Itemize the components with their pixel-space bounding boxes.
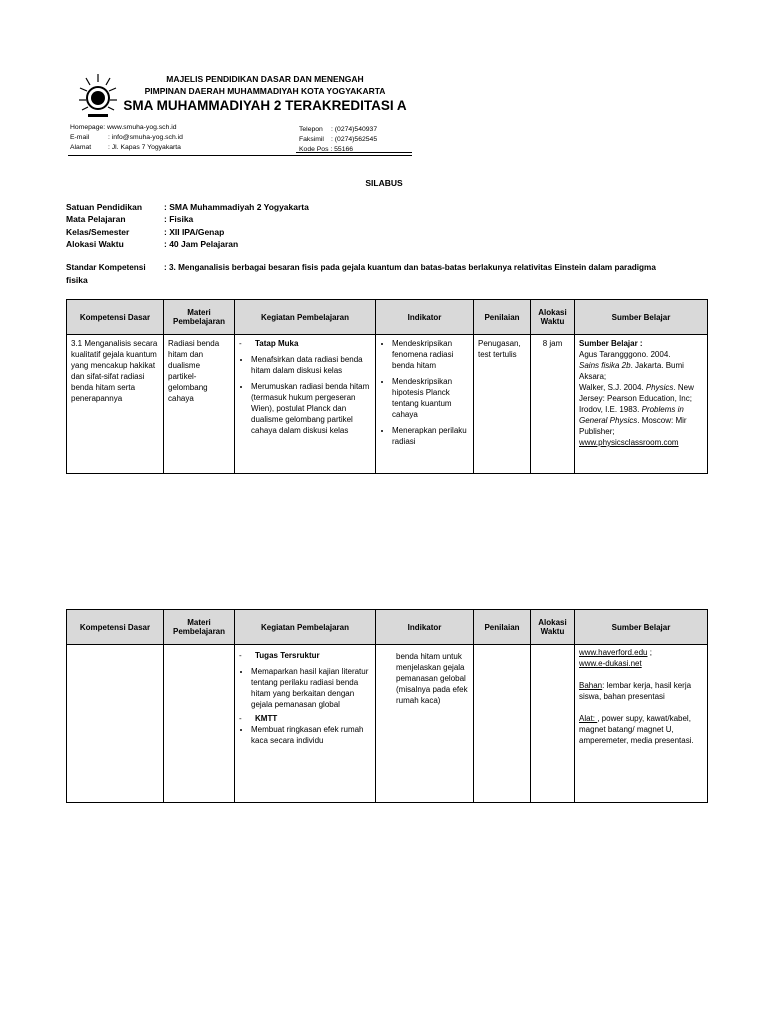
sumber-ref: Agus Tarangggono. 2004. — [579, 350, 671, 359]
sumber-ref-rest: . Jakarta. Bumi Aksara; — [579, 361, 684, 381]
sumber-ref — [579, 382, 703, 404]
standar-kompetensi — [66, 262, 726, 287]
e-dukasi-link[interactable]: www.e-dukasi.net — [579, 659, 642, 668]
col-header: Materi Pembelajaran — [164, 300, 235, 335]
meta-row — [66, 201, 309, 213]
col-header: Kegiatan Pembelajaran — [235, 300, 376, 335]
meta-label: Mata Pelajaran — [66, 214, 126, 225]
col-header: Kompetensi Dasar — [67, 300, 164, 335]
header-line-2: PIMPINAN DAERAH MUHAMMADIYAH KOTA YOGYAKARTA — [144, 86, 386, 96]
faksimil-value: : (0274)562545 — [331, 136, 378, 143]
header-rule-thin — [296, 152, 412, 153]
document-title: SILABUS — [365, 178, 403, 188]
indikator-cell: benda hitam untuk menjelaskan gejala pemanasan gelobal (misalnya pada efek rumah kaca) — [376, 645, 474, 803]
kegiatan-heading: - KMTT — [239, 713, 371, 724]
alat-label: Alat: — [579, 714, 598, 723]
sumber-ref — [579, 360, 703, 382]
haverford-link[interactable]: www.haverford.edu — [579, 648, 648, 657]
meta-value: : Fisika — [164, 214, 194, 225]
col-header: Materi Pembelajaran — [164, 610, 235, 645]
sumber-ref-author: Walker, S.J. 2004. — [579, 383, 646, 392]
standar-label: Standar Kompetensi — [66, 263, 146, 272]
alokasi-cell — [531, 645, 575, 803]
link-separator: ; — [647, 648, 652, 657]
sumber-ref-title: Physics — [645, 383, 674, 392]
sumber-ref-title: Problems in General Physics — [579, 405, 684, 425]
telepon-label: Telepon — [299, 126, 323, 133]
physicsclassroom-link[interactable]: www.physicsclassroom.com — [579, 438, 679, 447]
meta-label: Alokasi Waktu — [66, 239, 124, 250]
meta-block — [66, 201, 309, 251]
list-item: • Merumuskan radiasi benda hitam (termasuk hukum pergeseran Wien), postulat Planck dan dualisme gelombang partikel cahaya dalam diskusi kelas — [251, 381, 371, 436]
alamat-label: Alamat — [70, 144, 92, 151]
telepon-value: : (0274)540937 — [331, 126, 378, 133]
sumber-ref-rest: . Moscow: Mir Publisher; — [579, 416, 687, 436]
standar-cont: fisika — [66, 275, 88, 286]
penilaian-cell — [474, 645, 531, 803]
col-header: Penilaian — [474, 610, 531, 645]
list-item: • Memaparkan hasil kajian literatur tentang perilaku radiasi benda hitam yang berkaitan dengan gejala pemanasan global — [251, 666, 371, 710]
table-row — [67, 335, 708, 474]
kegiatan-cell — [235, 335, 376, 474]
meta-row — [66, 213, 309, 225]
homepage: Homepage: www.smuha-yog.sch.id — [70, 124, 177, 131]
col-header: Indikator — [376, 300, 474, 335]
kompetensi-dasar-cell: 3.1 Menganalisis secara kualitatif gejala kuantum yang mencakup hakikat dan sifat-sifat radiasi benda hitam serta penerapannya — [67, 335, 164, 474]
col-header: Sumber Belajar — [575, 300, 708, 335]
kegiatan-heading: - Tatap Muka — [239, 338, 371, 349]
meta-row — [66, 238, 309, 250]
meta-value: : XII IPA/Genap — [164, 226, 225, 237]
col-header: Alokasi Waktu — [531, 300, 575, 335]
faksimil-label: Faksimil — [299, 136, 324, 143]
meta-value: : SMA Muhammadiyah 2 Yogyakarta — [164, 202, 309, 212]
sumber-ref — [579, 404, 703, 437]
list-item: • Mendeskripsikan hipotesis Planck tentang kuantum cahaya — [392, 376, 469, 420]
indikator-cell — [376, 335, 474, 474]
meta-label: Satuan Pendidikan — [66, 202, 143, 212]
meta-row — [66, 226, 309, 238]
kegiatan-cell — [235, 645, 376, 803]
school-name: SMA MUHAMMADIYAH 2 TERAKREDITASI A — [123, 98, 407, 113]
materi-cell: Radiasi benda hitam dan dualisme partikel-gelombang cahaya — [164, 335, 235, 474]
materi-cell — [164, 645, 235, 803]
sumber-cell — [575, 645, 708, 803]
table-header-row — [67, 610, 708, 645]
header-rule — [68, 155, 412, 156]
school-logo-icon — [76, 70, 120, 122]
silabus-table-1 — [66, 299, 708, 474]
sumber-heading: Sumber Belajar — [579, 339, 638, 348]
meta-label: Kelas/Semester — [66, 226, 130, 237]
table-row — [67, 645, 708, 803]
sumber-ref-rest: . New Jersey: Pearson Education, Inc; — [579, 383, 694, 403]
standar-value: : 3. Menganalisis berbagai besaran fisis pada gejala kuantum dan batas-batas berlakunya relativitas Einstein dalam paradigma — [164, 263, 656, 272]
col-header: Alokasi Waktu — [531, 610, 575, 645]
meta-value: : 40 Jam Pelajaran — [164, 239, 239, 250]
sumber-ref-author: Irodov, I.E. 1983. — [579, 405, 642, 414]
sumber-ref-title: Sains fisika 2b — [579, 361, 631, 370]
col-header: Indikator — [376, 610, 474, 645]
penilaian-cell: Penugasan, test tertulis — [474, 335, 531, 474]
col-header: Penilaian — [474, 300, 531, 335]
silabus-table-2 — [66, 609, 708, 803]
list-item: • Menafsirkan data radiasi benda hitam dalam diskusi kelas — [251, 354, 371, 376]
kode-pos: Kode Pos : 55166 — [299, 146, 354, 153]
alat-value: , power supy, kawat/kabel, magnet batang/ magnet U, amperemeter, media presentasi. — [579, 714, 694, 745]
col-header: Kompetensi Dasar — [67, 610, 164, 645]
kegiatan-heading: - Tugas Tersruktur — [239, 650, 371, 661]
table-header-row — [67, 300, 708, 335]
col-header: Sumber Belajar — [575, 610, 708, 645]
list-item: • Mendeskripsikan fenomena radiasi benda hitam — [392, 338, 469, 371]
bahan-value: : lembar kerja, hasil kerja siswa, bahan presentasi — [579, 681, 692, 701]
contact-right — [299, 125, 377, 155]
contact-left — [70, 123, 183, 153]
alokasi-cell: 8 jam — [531, 335, 575, 474]
list-item: • Menerapkan perilaku radiasi — [392, 425, 469, 447]
bahan-label: Bahan — [579, 681, 603, 690]
header-line-1: MAJELIS PENDIDIKAN DASAR DAN MENENGAH — [166, 74, 364, 84]
kompetensi-dasar-cell — [67, 645, 164, 803]
list-item: • Membuat ringkasan efek rumah kaca secara individu — [251, 724, 371, 746]
sumber-heading-colon: : — [637, 339, 643, 348]
email-label: E-mail — [70, 134, 90, 141]
alamat-value: : Jl. Kapas 7 Yogyakarta — [108, 144, 181, 151]
col-header: Kegiatan Pembelajaran — [235, 610, 376, 645]
email-value: : info@smuha-yog.sch.id — [108, 134, 183, 141]
sumber-cell — [575, 335, 708, 474]
